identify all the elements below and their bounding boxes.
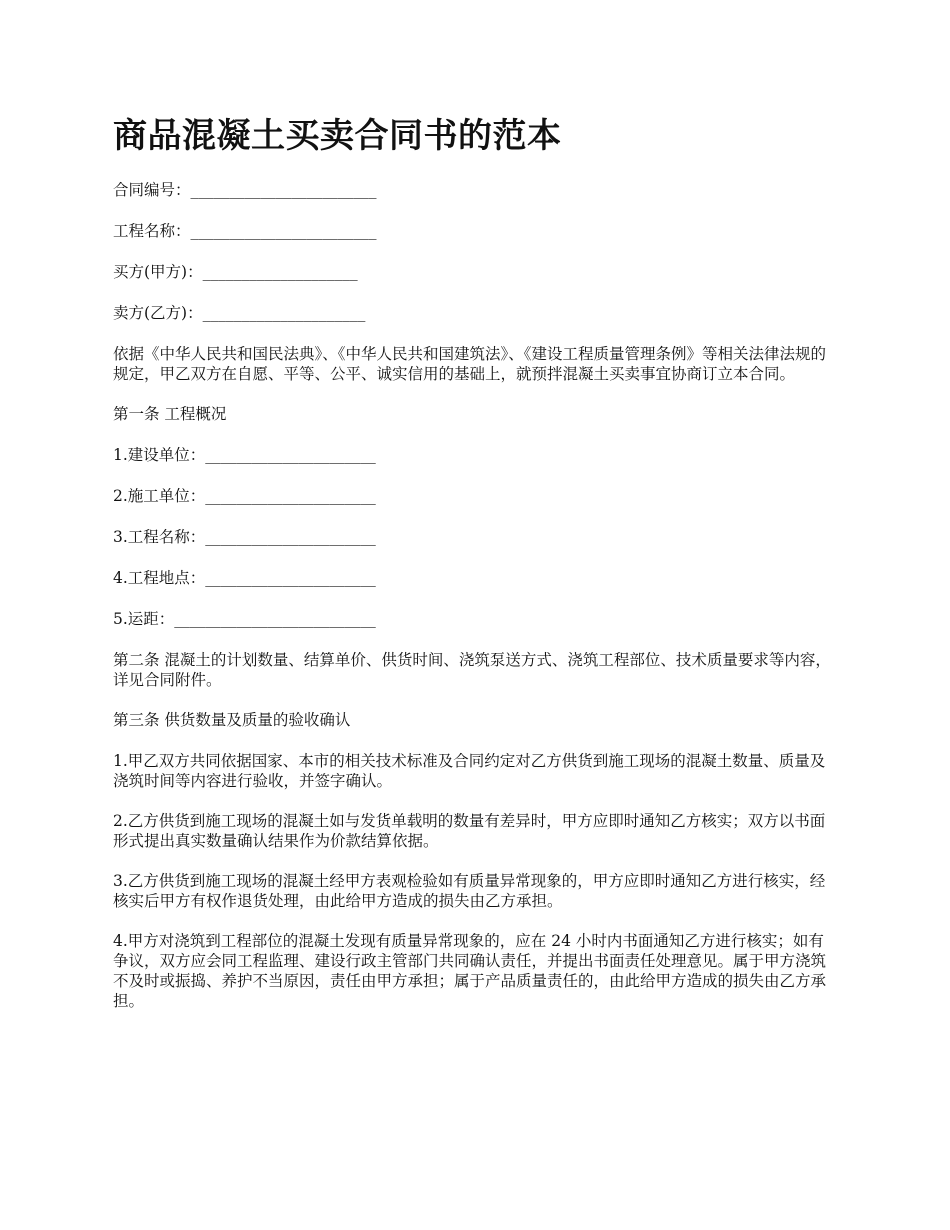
project-location-field: 4.工程地点：______________________ <box>113 569 376 587</box>
article-3-item-4: 4.甲方对浇筑到工程部位的混凝土发现有质量异常现象的，应在 24 小时内书面通知乙方进行核实；如有争议，双方应会同工程监理、建设行政主管部门共同确认责任，并提出书面责任处理意见。属于甲方浇筑不及时或振捣、养护不当原因，责任由甲方承担；属于产品质量责任的，由此给甲方造成的损失由乙方承担。 <box>113 932 827 1010</box>
article-3-heading: 第三条 供货数量及质量的验收确认 <box>113 711 351 729</box>
document-page <box>113 112 838 1031</box>
seller-field: 卖方(乙方)：_____________________ <box>113 304 366 322</box>
buyer-field: 买方(甲方)：____________________ <box>113 263 358 281</box>
transport-distance-field: 5.运距：__________________________ <box>113 610 376 628</box>
article-3-item-1: 1.甲乙双方共同依据国家、本市的相关技术标准及合同约定对乙方供货到施工现场的混凝土数量、质量及浇筑时间等内容进行验收，并签字确认。 <box>113 752 826 790</box>
article-3-item-2: 2.乙方供货到施工现场的混凝土如与发货单载明的数量有差异时，甲方应即时通知乙方核实；双方以书面形式提出真实数量确认结果作为价款结算依据。 <box>113 812 826 850</box>
construction-unit-field: 1.建设单位：______________________ <box>113 446 376 464</box>
document-title: 商品混凝土买卖合同书的范本 <box>113 116 562 156</box>
project-name-field: 工程名称：________________________ <box>113 222 377 240</box>
article-1-project-name-field: 3.工程名称：______________________ <box>113 528 376 546</box>
article-2-paragraph: 第二条 混凝土的计划数量、结算单价、供货时间、浇筑泵送方式、浇筑工程部位、技术质量要求等内容，详见合同附件。 <box>113 651 831 689</box>
contract-number-field: 合同编号：________________________ <box>113 181 377 199</box>
article-3-item-3: 3.乙方供货到施工现场的混凝土经甲方表观检验如有质量异常现象的，甲方应即时通知乙方进行核实，经核实后甲方有权作退货处理，由此给甲方造成的损失由乙方承担。 <box>113 872 826 910</box>
builder-unit-field: 2.施工单位：______________________ <box>113 487 376 505</box>
article-1-heading: 第一条 工程概况 <box>113 405 227 423</box>
preamble-paragraph: 依据《中华人民共和国民法典》、《中华人民共和国建筑法》、《建设工程质量管理条例》等相关法律法规的规定，甲乙双方在自愿、平等、公平、诚实信用的基础上，就预拌混凝土买卖事宜协商订立本合同。 <box>113 345 827 383</box>
